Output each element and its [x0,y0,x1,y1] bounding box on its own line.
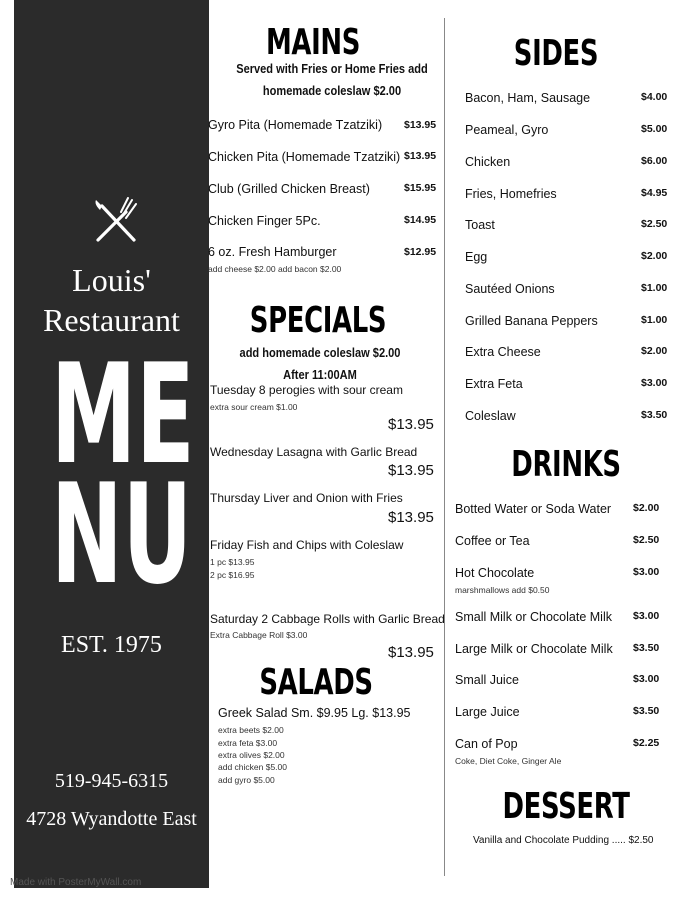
established-year: EST. 1975 [61,632,162,658]
side-item-price: $5.00 [641,123,668,135]
special-item-price: $13.95 [388,416,434,433]
specials-time: After 11:00AM [283,367,357,382]
drink-item-name: Can of Pop [455,737,518,751]
mains-item-price: $14.95 [404,214,437,226]
side-item-name: Fries, Homefries [465,187,557,201]
mains-item-name: Chicken Finger 5Pc. [208,214,321,228]
side-item-price: $1.00 [641,282,668,294]
side-item-name: Coleslaw [465,409,516,423]
drink-item-name: Large Milk or Chocolate Milk [455,642,613,656]
specials-heading: SPECIALS [249,300,387,341]
drinks-heading: DRINKS [511,444,621,485]
salad-extra: extra beets $2.00 [218,725,284,735]
side-item-name: Grilled Banana Peppers [465,314,598,328]
watermark: Made with PosterMyWall.com [10,877,142,888]
drink-item-note: Coke, Diet Coke, Ginger Ale [455,756,562,766]
drink-item-note: marshmallows add $0.50 [455,585,550,595]
drink-item-name: Coffee or Tea [455,534,530,548]
side-item-price: $1.00 [641,314,668,326]
side-item-name: Peameal, Gyro [465,123,549,137]
drink-item-name: Small Juice [455,673,519,687]
side-item-price: $4.95 [641,187,668,199]
drink-item-price: $3.50 [633,642,660,654]
side-item-price: $3.00 [641,377,668,389]
side-item-name: Extra Feta [465,377,523,391]
salad-extra: extra feta $3.00 [218,738,278,748]
special-item-note: extra sour cream $1.00 [210,402,298,412]
special-item-note: Extra Cabbage Roll $3.00 [210,630,308,640]
special-item-price: $13.95 [388,509,434,526]
side-item-price: $3.50 [641,409,668,421]
dessert-heading: DESSERT [502,786,630,827]
side-item-name: Bacon, Ham, Sausage [465,91,591,105]
restaurant-name-line2: Restaurant [43,302,180,338]
mains-item-name: Gyro Pita (Homemade Tzatziki) [208,118,383,132]
drink-item-price: $2.25 [633,737,660,749]
drink-item-price: $2.50 [633,534,660,546]
side-item-price: $2.00 [641,250,668,262]
mains-item-name: 6 oz. Fresh Hamburger [208,245,337,259]
sides-heading: SIDES [513,33,599,74]
salad-item: Greek Salad Sm. $9.95 Lg. $13.95 [218,706,411,720]
restaurant-name-line1: Louis' [72,262,151,298]
drink-item-name: Hot Chocolate [455,566,535,580]
salad-extra: add gyro $5.00 [218,775,275,785]
phone-number: 519-945-6315 [54,770,169,792]
salads-heading: SALADS [259,662,373,703]
menu-title-top: ME [51,334,195,495]
special-item-note: 1 pc $13.95 [210,557,255,567]
menu-title-bottom: NU [51,454,193,615]
special-item-name: Tuesday 8 perogies with sour cream [210,383,403,397]
side-item-price: $4.00 [641,91,668,103]
mains-heading: MAINS [265,22,361,63]
salad-extra: extra olives $2.00 [218,750,285,760]
side-item-price: $2.00 [641,345,668,357]
mains-item-price: $12.95 [404,246,437,258]
drink-item-price: $3.00 [633,610,660,622]
mains-item-name: Chicken Pita (Homemade Tzatziki) [208,150,401,164]
salad-extra: add chicken $5.00 [218,762,287,772]
specials-subtitle: add homemade coleslaw $2.00 [239,345,401,360]
drink-item-price: $3.50 [633,705,660,717]
fork-knife-icon [92,196,140,244]
drink-item-price: $2.00 [633,502,660,514]
special-item-name: Thursday Liver and Onion with Fries [210,491,403,505]
mains-item-price: $13.95 [404,150,437,162]
address: 4728 Wyandotte East [26,808,197,830]
special-item-name: Saturday 2 Cabbage Rolls with Garlic Bread [210,612,445,626]
side-item-price: $2.50 [641,218,668,230]
column-divider [444,18,445,876]
special-item-name: Friday Fish and Chips with Coleslaw [210,538,404,552]
mains-item-price: $13.95 [404,119,437,131]
side-item-name: Egg [465,250,488,264]
side-item-price: $6.00 [641,155,668,167]
special-item-price: $13.95 [388,644,434,661]
hamburger-note: add cheese $2.00 add bacon $2.00 [208,264,342,274]
side-item-name: Chicken [465,155,511,169]
mains-subtitle-2: homemade coleslaw $2.00 [262,83,402,98]
drink-item-name: Small Milk or Chocolate Milk [455,610,612,624]
drink-item-name: Large Juice [455,705,520,719]
drink-item-name: Botted Water or Soda Water [455,502,612,516]
special-item-price: $13.95 [388,462,434,479]
side-item-name: Extra Cheese [465,345,541,359]
mains-subtitle-1: Served with Fries or Home Fries add [236,61,428,76]
special-item-name: Wednesday Lasagna with Garlic Bread [210,445,418,459]
special-item-note: 2 pc $16.95 [210,570,255,580]
side-item-name: Sautéed Onions [465,282,555,296]
side-item-name: Toast [465,218,495,232]
dessert-item: Vanilla and Chocolate Pudding ..... $2.50 [473,835,654,846]
drink-item-price: $3.00 [633,566,660,578]
drink-item-price: $3.00 [633,673,660,685]
mains-item-price: $15.95 [404,182,437,194]
mains-item-name: Club (Grilled Chicken Breast) [208,182,370,196]
